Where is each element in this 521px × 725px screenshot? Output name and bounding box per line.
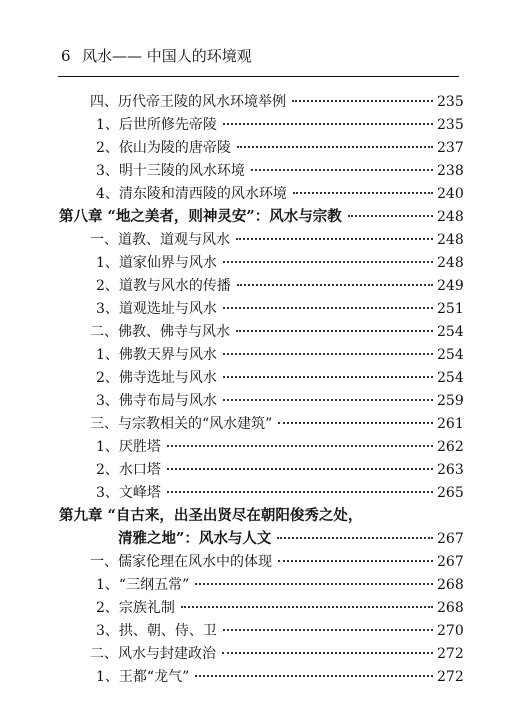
toc-entry (96, 115, 463, 135)
toc-entry-label: 第九章 “自古来，出圣出贤尽在朝阳俊秀之处， (59, 507, 363, 524)
toc-entry-label: 3、佛寺布局与风水 (96, 393, 217, 409)
toc-entry-label: 二、风水与封建政治 (90, 646, 216, 662)
toc-entry (96, 276, 463, 296)
toc-entry (96, 161, 463, 181)
toc-entry-page: 268 (437, 600, 464, 616)
toc-entry-label: 2、水口塔 (96, 462, 161, 478)
dot-leader (222, 652, 433, 654)
toc-entry (96, 299, 463, 319)
toc-entry-page: 249 (437, 278, 464, 294)
toc-entry-label: 清雅之地”：风水与人文 (118, 530, 272, 547)
dot-leader (195, 675, 433, 677)
toc-entry-label: 3、文峰塔 (96, 485, 161, 501)
dot-leader (167, 491, 433, 493)
dot-leader (236, 330, 433, 332)
running-title: 风水—— 中国人的环境观 (82, 47, 252, 65)
toc-entry (96, 138, 463, 158)
toc-entry (96, 483, 463, 503)
toc-entry-page: 235 (437, 94, 464, 110)
toc-entry (90, 230, 463, 250)
toc-entry-label: 1、道家仙界与风水 (96, 255, 217, 271)
dot-leader (278, 560, 433, 562)
toc-entry (96, 345, 463, 365)
toc-entry-page: 248 (437, 209, 464, 225)
dot-leader (348, 215, 433, 217)
toc-entry-label: 2、佛寺选址与风水 (96, 370, 217, 386)
toc-entry-page: 263 (437, 462, 464, 478)
toc-entry-page: 259 (437, 393, 464, 409)
toc-chapter-heading (59, 207, 463, 227)
toc-entry-label: 二、佛教、佛寺与风水 (90, 324, 230, 340)
toc-entry (96, 667, 463, 687)
dot-leader (167, 445, 433, 447)
toc-entry-label: 1、后世所修先帝陵 (96, 117, 217, 133)
toc-entry (96, 575, 463, 595)
toc-entry-label: 3、道观选址与风水 (96, 301, 217, 317)
toc-entry-label: 1、王都“龙气” (96, 669, 190, 685)
page-number: 6 (61, 47, 71, 65)
toc-entry-page: 248 (437, 255, 464, 271)
toc-entry-page: 254 (437, 324, 464, 340)
dot-leader (223, 123, 433, 125)
dot-leader (181, 606, 433, 608)
dot-leader (278, 422, 433, 424)
toc-entry (90, 414, 463, 434)
toc-entry (96, 621, 463, 641)
toc-entry-label: 1、“三纲五常” (96, 577, 190, 593)
toc-entry-page: 265 (437, 485, 464, 501)
toc-entry-page: 272 (437, 646, 464, 662)
toc-entry-label: 1、厌胜塔 (96, 439, 161, 455)
toc-entry-page: 238 (437, 163, 464, 179)
toc-entry (96, 184, 463, 204)
dot-leader (237, 146, 433, 148)
toc-entry-page: 268 (437, 577, 464, 593)
dot-leader (195, 583, 433, 585)
dot-leader (223, 376, 433, 378)
toc-entry-label: 2、依山为陵的唐帝陵 (96, 140, 231, 156)
dot-leader (293, 192, 433, 194)
toc-entry (96, 368, 463, 388)
toc-entry-label: 四、历代帝王陵的风水环境举例 (90, 94, 286, 110)
toc-entry-page: 251 (437, 301, 464, 317)
toc-entry (90, 322, 463, 342)
toc-entry-label: 三、与宗教相关的“风水建筑” (90, 416, 273, 432)
toc-entry-page: 261 (437, 416, 464, 432)
toc-entry-label: 4、清东陵和清西陵的风水环境 (96, 186, 287, 202)
toc-entry-page: 262 (437, 439, 464, 455)
toc-entry-page: 254 (437, 347, 464, 363)
toc-entry-page: 267 (437, 531, 464, 547)
toc-entry-label: 一、儒家伦理在风水中的体现 (90, 554, 272, 570)
toc-entry-label: 第八章 “地之美者，则神灵安”：风水与宗教 (59, 208, 342, 225)
toc-chapter-heading-continued (118, 529, 463, 549)
toc-entry-page: 267 (437, 554, 464, 570)
toc-entry (96, 437, 463, 457)
dot-leader (237, 284, 433, 286)
toc-entry-page: 270 (437, 623, 464, 639)
toc-entry-label: 2、道教与风水的传播 (96, 278, 231, 294)
toc-entry (96, 598, 463, 618)
dot-leader (223, 399, 433, 401)
toc-entry-page: 237 (437, 140, 464, 156)
toc-chapter-heading (59, 506, 463, 526)
toc-entry-page: 272 (437, 669, 464, 685)
dot-leader (292, 100, 433, 102)
toc-entry (90, 644, 463, 664)
toc-entry (90, 92, 463, 112)
dot-leader (236, 238, 433, 240)
toc-entry-label: 3、拱、朝、侍、卫 (96, 623, 217, 639)
toc-entry (96, 253, 463, 273)
dot-leader (277, 537, 433, 539)
toc-entry (96, 391, 463, 411)
toc-entry-label: 1、佛教天界与风水 (96, 347, 217, 363)
toc-entry-page: 254 (437, 370, 464, 386)
dot-leader (223, 261, 433, 263)
dot-leader (223, 353, 433, 355)
toc-entry-page: 248 (437, 232, 464, 248)
dot-leader (223, 307, 433, 309)
toc-entry (96, 460, 463, 480)
toc-entry-label: 一、道教、道观与风水 (90, 232, 230, 248)
dot-leader (223, 629, 433, 631)
toc-entry-label: 3、明十三陵的风水环境 (96, 163, 245, 179)
toc-entry-page: 235 (437, 117, 464, 133)
toc-entry (90, 552, 463, 572)
dot-leader (251, 169, 433, 171)
toc-entry-page: 240 (437, 186, 464, 202)
toc-entry-label: 2、宗族礼制 (96, 600, 175, 616)
dot-leader (167, 468, 433, 470)
